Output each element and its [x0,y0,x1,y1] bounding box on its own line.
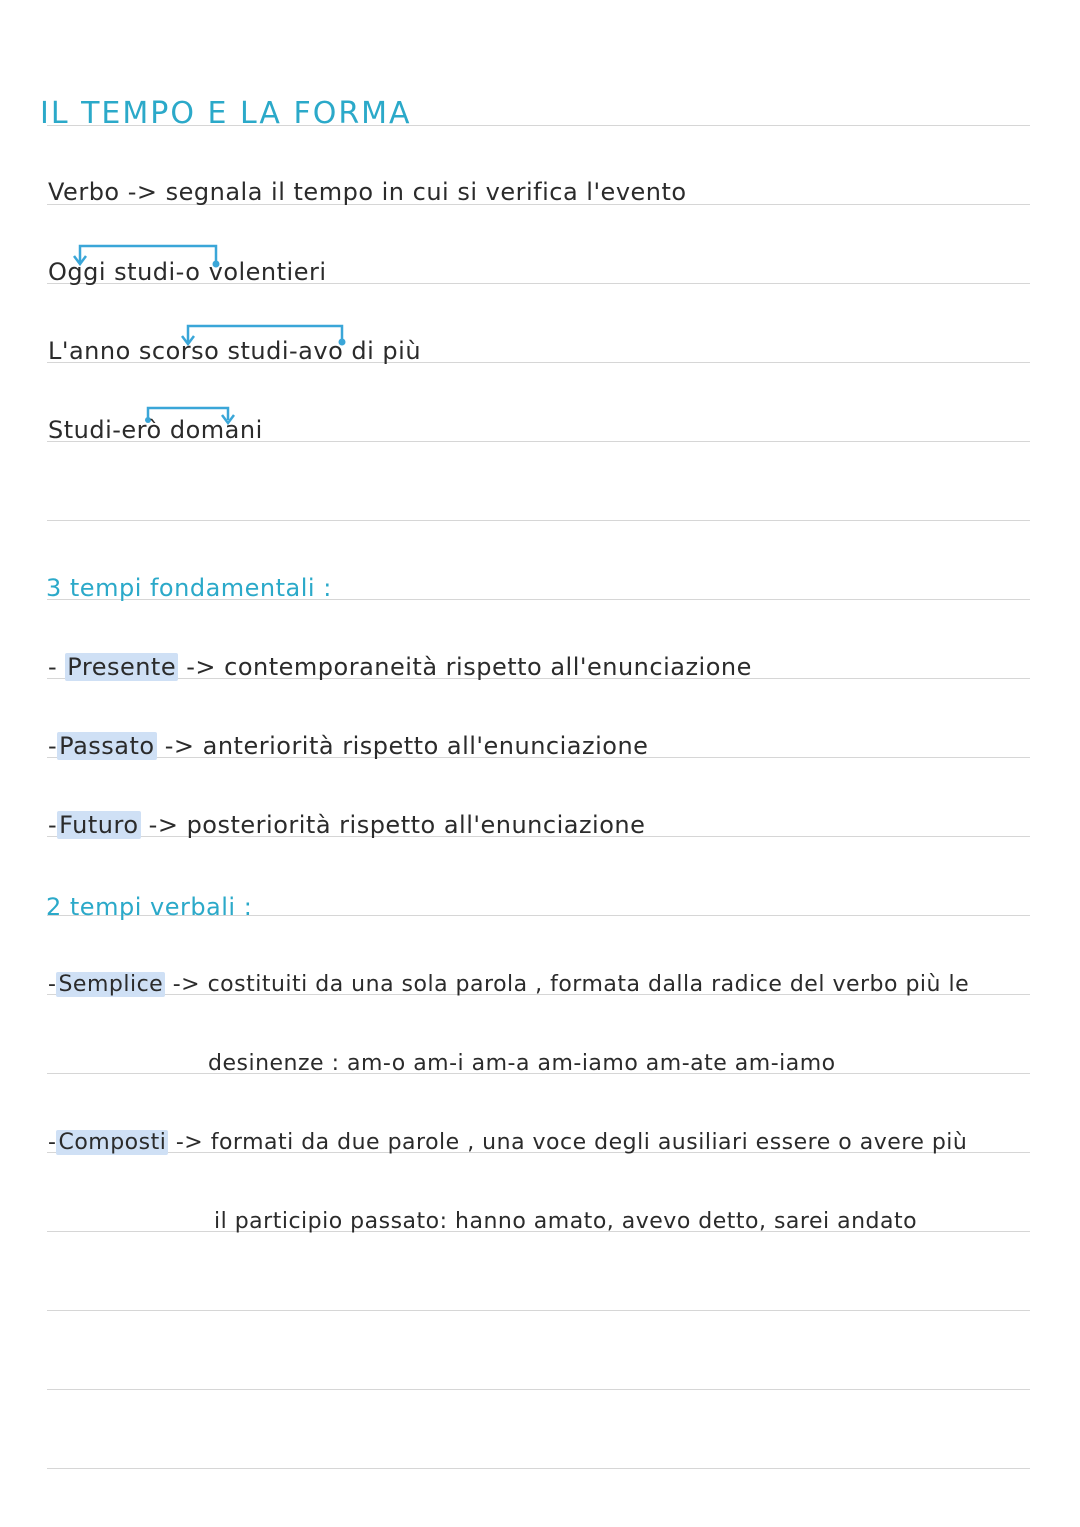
example-past [48,337,421,365]
example-verb: studi-o [114,258,201,286]
example-after: di più [343,337,422,365]
bullet-dash: - [48,653,66,681]
tense-item-passato [48,732,648,760]
tense-item-futuro [48,811,645,839]
tense-desc: posteriorità rispetto all'enunciazione [186,811,646,839]
page-title: IL TEMPO E LA FORMA [40,96,412,131]
example-future [48,416,263,444]
example-before: L'anno scorso [48,337,228,365]
semplice-desc: costituiti da una sola parola , formata dalla radice del verbo più le [207,972,970,997]
composti-desc: formati da due parole , una voce degli ausiliari essere o avere più [210,1130,968,1155]
tense-name: Composti [58,1130,167,1155]
composti-line-2: il participio passato: hanno amato, avevo detto, sarei andato [214,1209,918,1234]
semplice-line-2: desinenze : am-o am-i am-a am-iamo am-ate am-iamo [208,1051,836,1076]
tense-arrow: -> [165,972,208,997]
bullet-dash: - [48,811,58,839]
tense-name: Futuro [59,811,139,839]
tense-name: Semplice [58,972,164,997]
tense-item-presente [48,653,752,681]
example-after: domani [161,416,263,444]
example-verb: studi-avo [227,337,344,365]
bullet-dash: - [48,732,58,760]
example-before: Oggi [48,258,115,286]
tense-desc: anteriorità rispetto all'enunciazione [202,732,649,760]
tense-name: Presente [67,653,177,681]
tense-name: Passato [59,732,155,760]
verb-definition: Verbo -> segnala il tempo in cui si verifica l'evento [48,178,687,206]
composti-line-1 [48,1130,967,1155]
fundamental-heading: 3 tempi fondamentali : [46,574,332,602]
semplice-line-1 [48,972,969,997]
tense-desc: contemporaneità rispetto all'enunciazione [224,653,752,681]
bullet-dash: - [48,1130,57,1155]
bullet-dash: - [48,972,57,997]
tense-arrow: -> [156,732,203,760]
example-present [48,258,327,286]
tense-arrow: -> [168,1130,211,1155]
tense-arrow: -> [140,811,187,839]
tense-arrow: -> [178,653,225,681]
example-after: volentieri [200,258,327,286]
example-verb: Studi-erò [48,416,162,444]
verbal-heading: 2 tempi verbali : [46,893,253,921]
